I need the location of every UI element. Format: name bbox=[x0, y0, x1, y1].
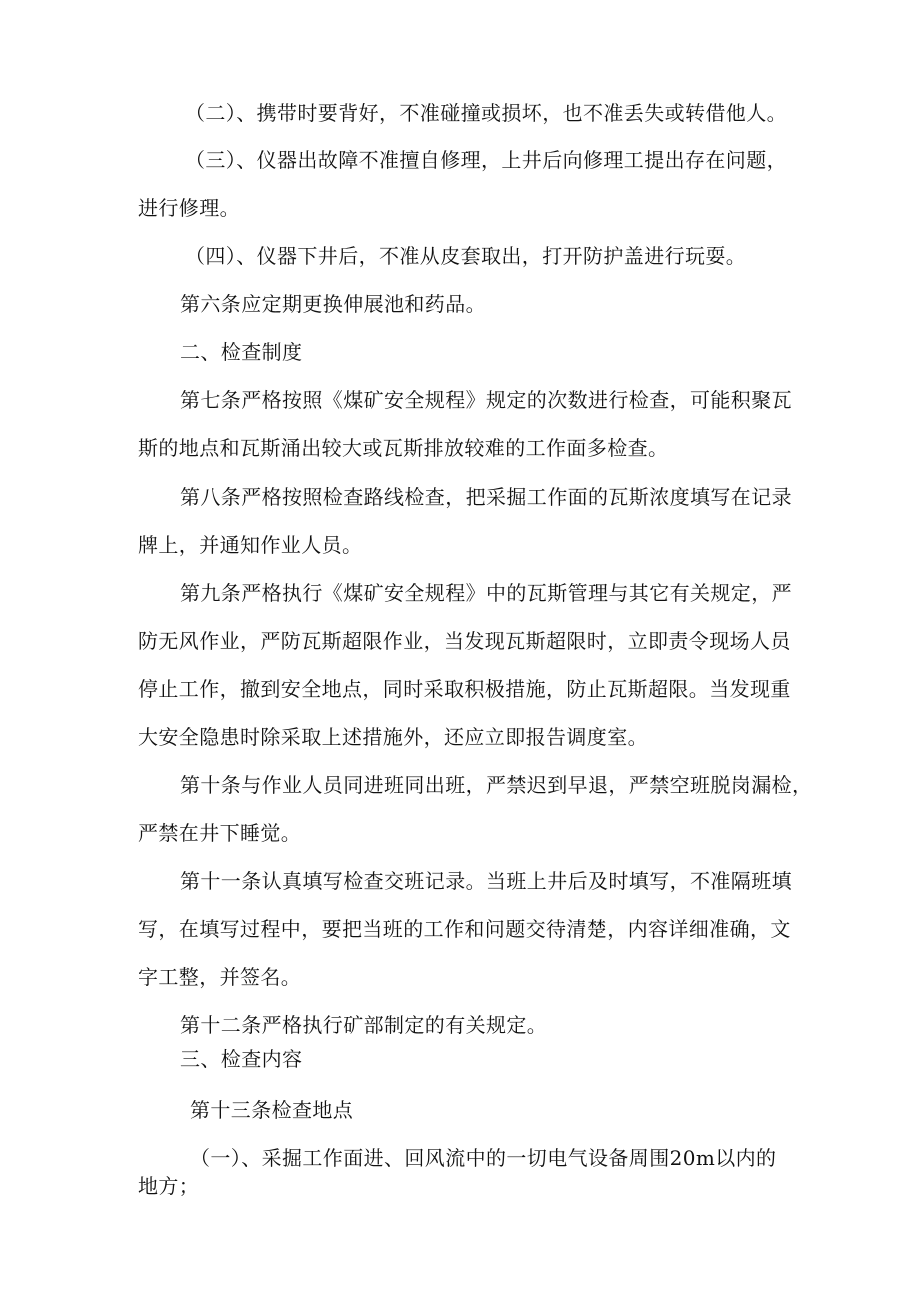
paragraph-line: 防无风作业，严防瓦斯超限作业，当发现瓦斯超限时，立即责令现场人员 bbox=[138, 629, 791, 653]
paragraph-line: 斯的地点和瓦斯涌出较大或瓦斯排放较难的工作面多检查。 bbox=[138, 436, 669, 460]
paragraph-line: 第十一条认真填写检查交班记录。当班上井后及时填写，不准隔班填 bbox=[180, 869, 792, 893]
paragraph-line: 第十三条检查地点 bbox=[190, 1098, 354, 1122]
section-heading: 三、检查内容 bbox=[180, 1047, 303, 1071]
paragraph-line: 严禁在井下睡觉。 bbox=[138, 821, 302, 845]
paragraph-line: （三）、仪器出故障不准擅自修理，上井后向修理工提出存在问题， bbox=[185, 148, 787, 172]
paragraph-line: 第八条严格按照检查路线检查，把采掘工作面的瓦斯浓度填写在记录 bbox=[180, 485, 792, 509]
paragraph-line: （二）、携带时要背好，不准碰撞或损坏，也不准丢失或转借他人。 bbox=[185, 101, 787, 125]
paragraph-line: 第十条与作业人员同进班同出班，严禁迟到早退，严禁空班脱岗漏检， bbox=[180, 773, 813, 797]
section-heading: 二、检查制度 bbox=[180, 340, 303, 364]
paragraph-line: 第六条应定期更换伸展池和药品。 bbox=[180, 292, 486, 316]
paragraph-line: 字工整，并签名。 bbox=[138, 965, 302, 989]
paragraph-line: 第十二条严格执行矿部制定的有关规定。 bbox=[180, 1013, 548, 1037]
paragraph-line: （四）、仪器下井后，不准从皮套取出，打开防护盖进行玩耍。 bbox=[185, 244, 747, 268]
paragraph-line: 写，在填写过程中，要把当班的工作和问题交待清楚，内容详细准确，文 bbox=[138, 917, 791, 941]
paragraph-line: 进行修理。 bbox=[138, 196, 240, 220]
paragraph-line: 停止工作，撤到安全地点，同时采取积极措施，防止瓦斯超限。当发现重 bbox=[138, 677, 791, 701]
paragraph-line: 第九条严格执行《煤矿安全规程》中的瓦斯管理与其它有关规定，严 bbox=[180, 581, 792, 605]
paragraph-line: 第七条严格按照《煤矿安全规程》规定的次数进行检查，可能积聚瓦 bbox=[180, 388, 792, 412]
paragraph-line: 地方； bbox=[138, 1174, 200, 1198]
paragraph-line: 大安全隐患时除采取上述措施外，还应立即报告调度室。 bbox=[138, 725, 648, 749]
paragraph-line: （一）、采掘工作面进、回风流中的一切电气设备周围20m以内的 bbox=[190, 1146, 777, 1170]
paragraph-line: 牌上，并通知作业人员。 bbox=[138, 533, 363, 557]
